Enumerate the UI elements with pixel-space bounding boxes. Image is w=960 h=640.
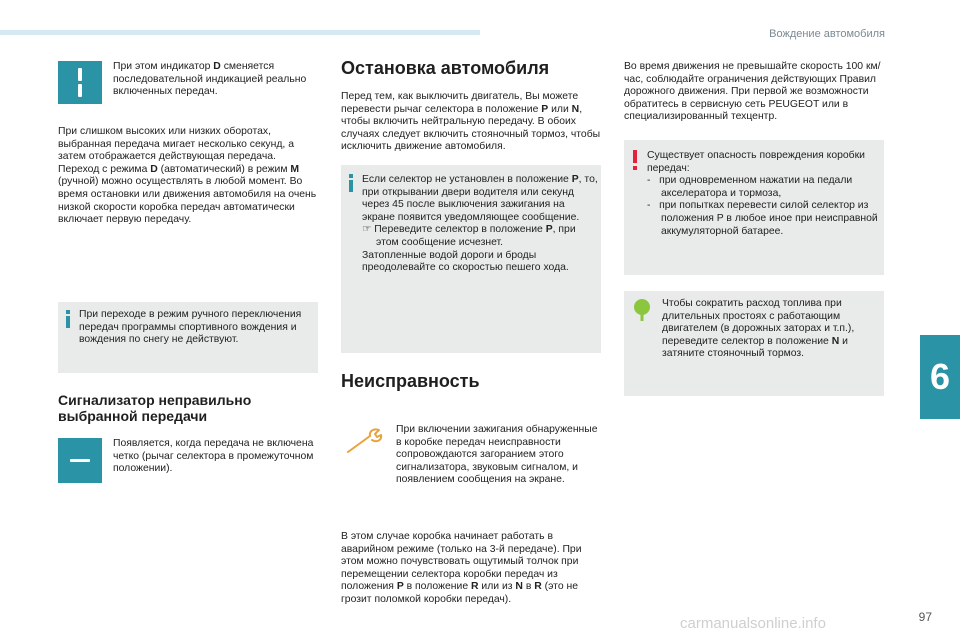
header-accent-bar: [0, 30, 480, 35]
para-fault-mode: В этом случае коробка начинает работать в аварийном режиме (только на 3-й передаче). При этом можно почувствовать ощутимый толчок при перемещении селектора коробки передач из положения P в положение R или из N в R (это не грозит поломкой коробки передач).: [341, 531, 582, 605]
warning-text: Существует опасность повреждения коробки передач: - при одновременном нажатии на педали акселератора и тормоза, - при попытках перевести силой селектор из положения P в любое иное при неисправной аккумуляторной батарее.: [647, 150, 878, 237]
warning-icon: [633, 150, 637, 163]
arrow-icon: ☞: [362, 224, 375, 236]
wrench-fault-icon: [344, 426, 384, 456]
section-title-wrong-gear: Сигнализатор неправильно выбранной передачи: [58, 392, 252, 424]
gear-indicator-icon: [58, 61, 102, 104]
para-rpm: При слишком высоких или низких оборотах, выбранная передача мигает несколько секунд, а затем отображается действующая передача. Переход с режима D (автоматический) в режим M (ручной) можно осуществлять в любой момент. Во время остановки или движения автомобиля на очень низкой скорости коробка передач автоматически включает первую передачу.: [58, 126, 317, 226]
info-selector-text: Если селектор не установлен в положение P, то, при открывании двери водителя или секунд через 45 после выключения зажигания на экране появится уведомляющее сообщение. ☞ Переведите селектор в положение P, при этом сообщение исчезнет. Затопленные водой дороги и броды преодолевайте со скоростью пешего хода.: [362, 174, 598, 274]
para-stop: Перед тем, как выключить двигатель, Вы можете перевести рычаг селектора в положение P или N, чтобы включить нейтральную передачу. В обоих случаях следует включить стояночный тормоз, чтобы исключить движение автомобиля.: [341, 91, 601, 153]
info-manual-text: При переходе в режим ручного переключения передач программы спортивного вождения и вождения по снегу не действуют.: [79, 309, 302, 346]
chapter-tab: 6: [920, 335, 960, 419]
eco-tree-icon: [630, 298, 654, 322]
page-number: 97: [918, 610, 932, 624]
section-title-fault: Неисправность: [341, 371, 480, 391]
para-d-indicator: При этом индикатор D сменяется последовательной индикацией реально включенных передач.: [113, 61, 307, 98]
para-speed: Во время движения не превышайте скорость 100 км/час, соблюдайте ограничения действующих Правил дорожного движения. При первой же возможности обратитесь в сервисную сеть PEUGEOT или в специализированный техцентр.: [624, 61, 881, 123]
eco-note-text: Чтобы сократить расход топлива при длительных простоях с работающим двигателем (в дорожных заторах и т.п.), переведите селектор в положение N и затяните стояночный тормоз.: [662, 298, 855, 360]
info-icon-bar: [66, 316, 70, 328]
info-icon: [66, 310, 70, 314]
para-wrong-gear: Появляется, когда передача не включена четко (рычаг селектора в промежуточном положении).: [113, 438, 314, 475]
warning-icon-dot: [633, 166, 637, 170]
para-fault-alert: При включении зажигания обнаруженные в коробке передач неисправности сопровождаются загоранием этого сигнализатора, звуковым сигналом, и появлением сообщения на экране.: [396, 424, 598, 486]
warning-item: - при попытках перевести силой селектор из положения P в любое иное при неисправной аккумуляторной батарее.: [647, 200, 878, 237]
info-icon-bar: [349, 180, 353, 192]
section-title-stop: Остановка автомобиля: [341, 58, 550, 78]
info-icon: [349, 174, 353, 178]
watermark: carmanualsonline.info: [680, 615, 826, 632]
warning-item: - при одновременном нажатии на педали акселератора и тормоза,: [647, 175, 853, 199]
header-title: Вождение автомобиля: [769, 28, 885, 40]
wrong-gear-indicator-icon: [58, 438, 102, 483]
